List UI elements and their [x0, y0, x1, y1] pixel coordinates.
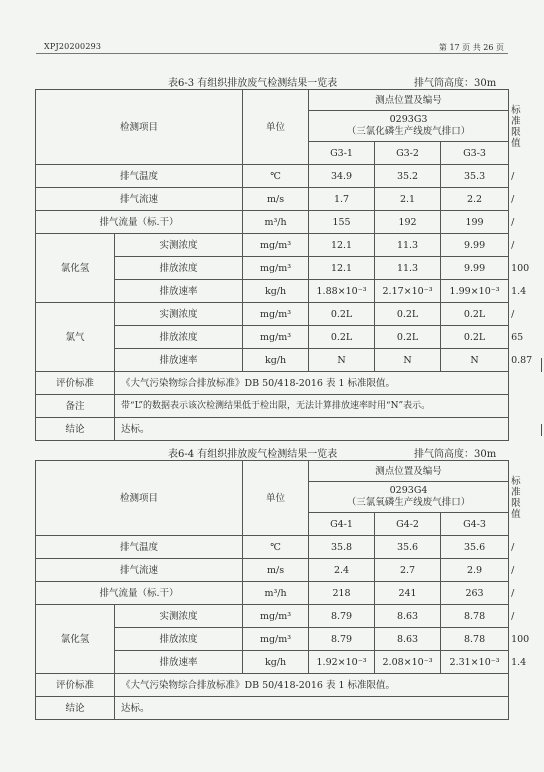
cell: 35.6 [441, 536, 509, 559]
table-row: 排气流速 m/s 1.7 2.1 2.2 / [36, 188, 509, 211]
row-unit: kg/h [243, 280, 309, 303]
header-unit: 单位 [243, 461, 309, 536]
cell: 2.4 [309, 559, 375, 582]
table-row: 排气流量（标.干） m³/h 218 241 263 / [36, 582, 509, 605]
table-row: 排气温度 ℃ 35.8 35.6 35.6 / [36, 536, 509, 559]
cell: 8.78 [441, 628, 509, 651]
cell: 34.9 [309, 165, 375, 188]
sub-label: 排放浓度 [115, 326, 243, 349]
cell: N [375, 349, 441, 372]
table-row: 排气温度 ℃ 34.9 35.2 35.3 / [36, 165, 509, 188]
cell: 241 [375, 582, 441, 605]
page-number: 第 17 页 共 26 页 [438, 43, 504, 52]
table1-caption: 表6-3 有组织排放废气检测结果一览表 [168, 78, 338, 89]
cell: 218 [309, 582, 375, 605]
header-point [309, 482, 509, 513]
col-header: G4-1 [309, 513, 375, 536]
cell: 2.17×10⁻³ [375, 280, 441, 303]
row-unit: m³/h [243, 211, 309, 234]
col-header: G4-3 [441, 513, 509, 536]
sub-label: 排放速率 [115, 280, 243, 303]
sub-label: 排放浓度 [115, 628, 243, 651]
table-row: 排放浓度 mg/m³ 8.79 8.63 8.78 100 [36, 628, 509, 651]
cell: 2.31×10⁻³ [441, 651, 509, 674]
cell: 12.1 [309, 234, 375, 257]
note-row [36, 418, 509, 441]
row-label: 排气流速 [36, 188, 243, 211]
note-row [36, 372, 509, 395]
cell: 35.8 [309, 536, 375, 559]
row-unit: ℃ [243, 536, 309, 559]
note-text: 达标。 [115, 697, 509, 720]
note-label: 评价标准 [36, 372, 115, 395]
cell: 1.92×10⁻³ [309, 651, 375, 674]
group-label: 氯化氢 [36, 234, 115, 303]
note-text: 带“L”的数据表示该次检测结果低于检出限，无法计算排放速率时用“N”表示。 [115, 395, 509, 418]
document-id: XPJ20200293 [44, 42, 102, 51]
row-label: 排气温度 [36, 165, 243, 188]
row-label: 排气流速 [36, 559, 243, 582]
note-label: 结论 [36, 697, 115, 720]
row-unit: ℃ [243, 165, 309, 188]
row-unit: mg/m³ [243, 234, 309, 257]
cell: 35.6 [375, 536, 441, 559]
cell: 0.2L [375, 326, 441, 349]
cell: 12.1 [309, 257, 375, 280]
cell: 8.63 [375, 605, 441, 628]
row-unit: m/s [243, 188, 309, 211]
margin-mark [541, 358, 542, 372]
cell: 8.79 [309, 605, 375, 628]
table-row: 排放浓度 mg/m³ 12.1 11.3 9.99 100 [36, 257, 509, 280]
cell: 35.3 [441, 165, 509, 188]
cell: 1.99×10⁻³ [441, 280, 509, 303]
table-row: 排气流量（标.干） m³/h 155 192 199 / [36, 211, 509, 234]
note-row [36, 674, 509, 697]
cell: 1.88×10⁻³ [309, 280, 375, 303]
header-point [309, 111, 509, 142]
sub-label: 排放速率 [115, 349, 243, 372]
table1: 检测项目 单位 测点位置及编号 标准限值 0293G3 （三氯化磷生产线废气排口） G3-1 G3-2 G3-3 排气温度 ℃ 34.9 35.2 35.3 / 排气流速 m/s 1.7 2.1 2.2 / 排气流量（标.干） m³/h 155 192 199 / 氯化氢 实测浓度 mg/m³ 12.1 11.3 9.99 / 排放浓度 mg/m³ 12.1 11.3 9.99 100 排放速率 kg/h 1.88×10⁻³ 2.17×10⁻³ 1.99×10⁻³ 1.4 氯气 实测浓度 mg/m³ 0.2L 0.2L 0.2L / 排放浓度 mg/m³ 0.2L 0.2L 0.2L 65 排放速率 kg/h N N N 0.87 评价标准 《大气污染物综合排放标准》DB 50/418-2016 表 1 标准限值。 备注 带“L”的数据表示该次检测结果低于检出限，无法计算排放速率时用“N”表示。 结论 达标。 [35, 89, 509, 441]
row-label: 排气流量（标.干） [36, 211, 243, 234]
row-unit: m/s [243, 559, 309, 582]
cell: 0.2L [441, 303, 509, 326]
table2: 检测项目 单位 测点位置及编号 标准限值 0293G4 （三氯氧磷生产线废气排口） G4-1 G4-2 G4-3 排气温度 ℃ 35.8 35.6 35.6 / 排气流速 m/s 2.4 2.7 2.9 / 排气流量（标.干） m³/h 218 241 263 / 氯化氢 实测浓度 mg/m³ 8.79 8.63 8.78 / 排放浓度 mg/m³ 8.79 8.63 8.78 100 排放速率 kg/h 1.92×10⁻³ 2.08×10⁻³ 2.31×10⁻³ 1.4 评价标准 《大气污染物综合排放标准》DB 50/418-2016 表 1 标准限值。 结论 达标。 [35, 460, 509, 720]
sub-label: 实测浓度 [115, 303, 243, 326]
cell: 2.7 [375, 559, 441, 582]
row-unit: m³/h [243, 582, 309, 605]
header-position: 测点位置及编号 [309, 461, 509, 482]
table-row: 排放速率 kg/h 1.92×10⁻³ 2.08×10⁻³ 2.31×10⁻³ 1.4 [36, 651, 509, 674]
sub-label: 实测浓度 [115, 234, 243, 257]
col-header: G3-3 [441, 142, 509, 165]
header-position: 测点位置及编号 [309, 90, 509, 111]
note-text: 《大气污染物综合排放标准》DB 50/418-2016 表 1 标准限值。 [115, 372, 509, 395]
note-text: 《大气污染物综合排放标准》DB 50/418-2016 表 1 标准限值。 [115, 674, 509, 697]
note-label: 备注 [36, 395, 115, 418]
row-unit: mg/m³ [243, 605, 309, 628]
col-header: G4-2 [375, 513, 441, 536]
cell: 1.7 [309, 188, 375, 211]
row-unit: mg/m³ [243, 257, 309, 280]
row-label: 排气流量（标.干） [36, 582, 243, 605]
cell: 9.99 [441, 234, 509, 257]
point-id: 0293G3 [389, 114, 428, 125]
table-row: 排气流速 m/s 2.4 2.7 2.9 / [36, 559, 509, 582]
cell: 199 [441, 211, 509, 234]
cell: 2.08×10⁻³ [375, 651, 441, 674]
note-text: 达标。 [115, 418, 509, 441]
header-unit: 单位 [243, 90, 309, 165]
cell: 8.79 [309, 628, 375, 651]
row-unit: mg/m³ [243, 628, 309, 651]
row-unit: mg/m³ [243, 303, 309, 326]
table-row: 排放速率 kg/h 1.88×10⁻³ 2.17×10⁻³ 1.99×10⁻³ 1.4 [36, 280, 509, 303]
margin-mark [541, 424, 542, 436]
point-desc: （三氯化磷生产线废气排口） [346, 126, 471, 137]
cell: 8.78 [441, 605, 509, 628]
cell: 9.99 [441, 257, 509, 280]
note-label: 结论 [36, 418, 115, 441]
cell: 2.1 [375, 188, 441, 211]
note-label: 评价标准 [36, 674, 115, 697]
row-unit: mg/m³ [243, 326, 309, 349]
table-row: 氯气 实测浓度 mg/m³ 0.2L 0.2L 0.2L / [36, 303, 509, 326]
note-row [36, 395, 509, 418]
cell: 155 [309, 211, 375, 234]
sub-label: 排放浓度 [115, 257, 243, 280]
table-row: 氯化氢 实测浓度 mg/m³ 8.79 8.63 8.78 / [36, 605, 509, 628]
cell: 8.63 [375, 628, 441, 651]
group-label: 氯化氢 [36, 605, 115, 674]
header-item: 检测项目 [36, 90, 243, 165]
cell: 11.3 [375, 234, 441, 257]
row-label: 排气温度 [36, 536, 243, 559]
cell: 0.2L [375, 303, 441, 326]
cell: 11.3 [375, 257, 441, 280]
point-id: 0293G4 [389, 485, 428, 496]
table2-height-note: 排气筒高度：30m [414, 449, 497, 460]
row-unit: kg/h [243, 651, 309, 674]
table1-height-note: 排气筒高度：30m [414, 78, 497, 89]
cell: 0.2L [309, 326, 375, 349]
cell: 0.2L [441, 326, 509, 349]
note-row [36, 697, 509, 720]
table2-caption: 表6-4 有组织排放废气检测结果一览表 [168, 449, 338, 460]
cell: 0.2L [309, 303, 375, 326]
point-desc: （三氯氧磷生产线废气排口） [346, 497, 471, 508]
row-unit: kg/h [243, 349, 309, 372]
col-header: G3-1 [309, 142, 375, 165]
table-row: 氯化氢 实测浓度 mg/m³ 12.1 11.3 9.99 / [36, 234, 509, 257]
cell: 35.2 [375, 165, 441, 188]
table-row: 排放速率 kg/h N N N 0.87 [36, 349, 509, 372]
sub-label: 实测浓度 [115, 605, 243, 628]
sub-label: 排放速率 [115, 651, 243, 674]
cell: N [309, 349, 375, 372]
cell: 2.9 [441, 559, 509, 582]
cell: 192 [375, 211, 441, 234]
group-label: 氯气 [36, 303, 115, 372]
table-row: 排放浓度 mg/m³ 0.2L 0.2L 0.2L 65 [36, 326, 509, 349]
header-item: 检测项目 [36, 461, 243, 536]
header-divider [36, 53, 508, 54]
cell: 263 [441, 582, 509, 605]
col-header: G3-2 [375, 142, 441, 165]
cell: 2.2 [441, 188, 509, 211]
cell: N [441, 349, 509, 372]
